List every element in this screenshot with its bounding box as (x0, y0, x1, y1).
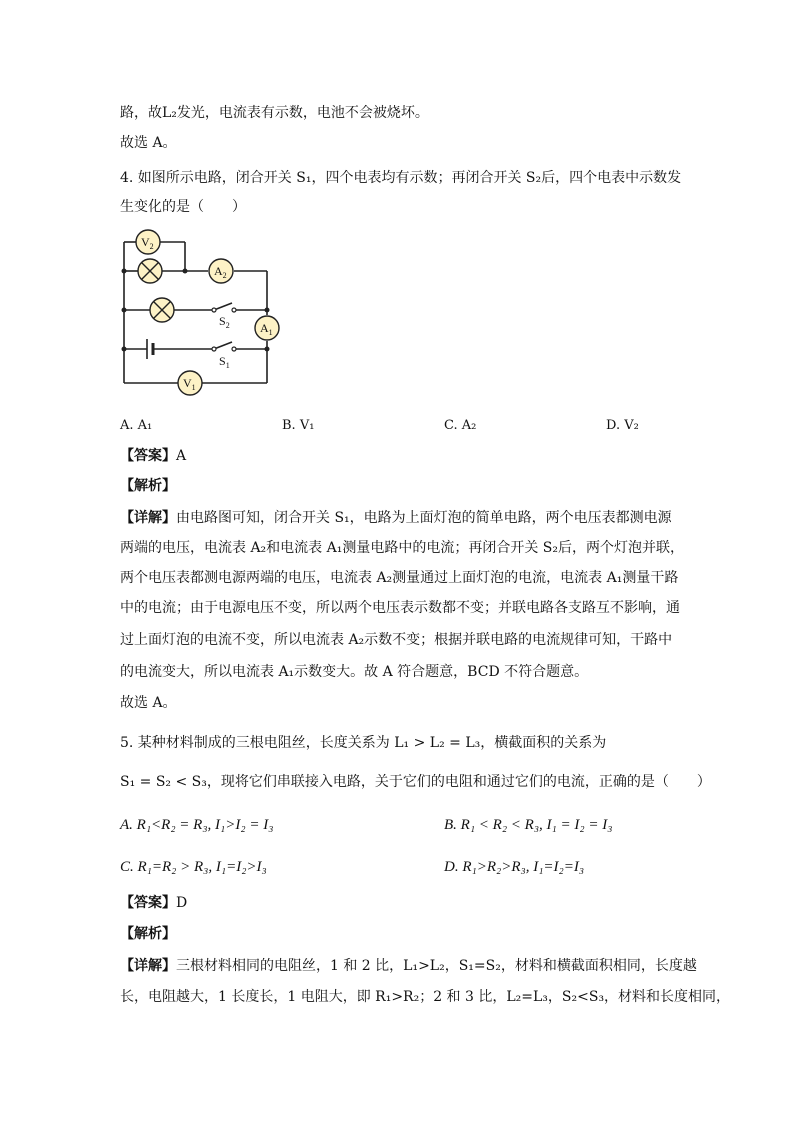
answer-value: D (176, 895, 188, 911)
q4-stem-line2: 生变化的是（ ） (120, 199, 246, 215)
q4-detail-line2: 两端的电压，电流表 A₂和电流表 A₁测量电路中的电流；再闭合开关 S₂后，两个灯泡并联， (120, 540, 684, 556)
q5-stem-line2: S₁ = S₂ < S₃，现将它们串联接入电路，关于它们的电阻和通过它们的电流，正确的是（ ） (120, 774, 711, 790)
a2-label: $A_2$ (214, 264, 227, 280)
q3-conclusion: 故选 A。 (120, 135, 177, 151)
circuit-diagram (112, 225, 292, 405)
q3-tail-line: 路，故L₂发光，电流表有示数，电池不会被烧坏。 (120, 105, 429, 121)
v2-label: $V_2$ (141, 235, 154, 251)
q5-detail-line2: 长，电阻越大，1 长度长，1 电阻大，即 R₁>R₂；2 和 3 比，L₂=L₃，S₂<S₃，材料和长度相同， (120, 989, 731, 1005)
q4-option-d: D. V₂ (606, 418, 639, 433)
q5-option-a: A. R₁<R₂ = R₃, I₁>I₂ = I₃ (120, 817, 274, 833)
q5-analysis-label: 【解析】 (120, 926, 176, 942)
a1-label: $A_1$ (260, 321, 273, 337)
detail-text: 由电路图可知，闭合开关 S₁，电路为上面灯泡的简单电路，两个电压表都测电源 (176, 510, 672, 526)
q4-option-a: A. A₁ (120, 418, 153, 433)
q5-option-d: D. R₁>R₂>R₃, I₁=I₂=I₃ (444, 859, 585, 875)
s1-label: $S_1$ (219, 354, 230, 370)
q4-conclusion: 故选 A。 (120, 695, 177, 711)
detail-text: 三根材料相同的电阻丝，1 和 2 比，L₁>L₂，S₁=S₂，材料和横截面积相同，长度越 (176, 958, 697, 974)
q4-detail-line5: 过上面灯泡的电流不变，所以电流表 A₂示数不变；根据并联电路的电流规律可知，干路中 (120, 632, 673, 648)
answer-value: A (176, 448, 187, 464)
q4-stem-line1: 4. 如图所示电路，闭合开关 S₁，四个电表均有示数；再闭合开关 S₂后，四个电表中示数发 (120, 170, 682, 186)
answer-label: 【答案】 (120, 448, 176, 464)
answer-label: 【答案】 (120, 895, 176, 911)
detail-label: 【详解】 (120, 510, 176, 526)
q5-option-b: B. R₁ < R₂ < R₃, I₁ = I₂ = I₃ (444, 817, 613, 833)
s2-label: $S_2$ (219, 314, 230, 330)
q5-detail-line1 (120, 956, 697, 976)
detail-label: 【详解】 (120, 958, 176, 974)
q5-stem-line1: 5. 某种材料制成的三根电阻丝，长度关系为 L₁ > L₂ = L₃，横截面积的关系为 (120, 735, 607, 751)
q4-analysis-label: 【解析】 (120, 478, 176, 494)
q5-answer (120, 893, 187, 913)
q4-detail-line6: 的电流变大，所以电流表 A₁示数变大。故 A 符合题意，BCD 不符合题意。 (120, 664, 589, 680)
q4-detail-line3: 两个电压表都测电源两端的电压，电流表 A₂测量通过上面灯泡的电流，电流表 A₁测量干路 (120, 570, 679, 586)
v1-label: $V_1$ (183, 376, 196, 392)
q4-option-c: C. A₂ (444, 418, 477, 433)
q4-option-b: B. V₁ (282, 418, 315, 433)
q4-detail-line1 (120, 508, 672, 528)
q5-option-c: C. R₁=R₂ > R₃, I₁=I₂>I₃ (120, 859, 267, 875)
q4-detail-line4: 中的电流；由于电源电压不变，所以两个电压表示数都不变；并联电路各支路互不影响，通 (120, 600, 680, 616)
q4-answer (120, 446, 186, 466)
